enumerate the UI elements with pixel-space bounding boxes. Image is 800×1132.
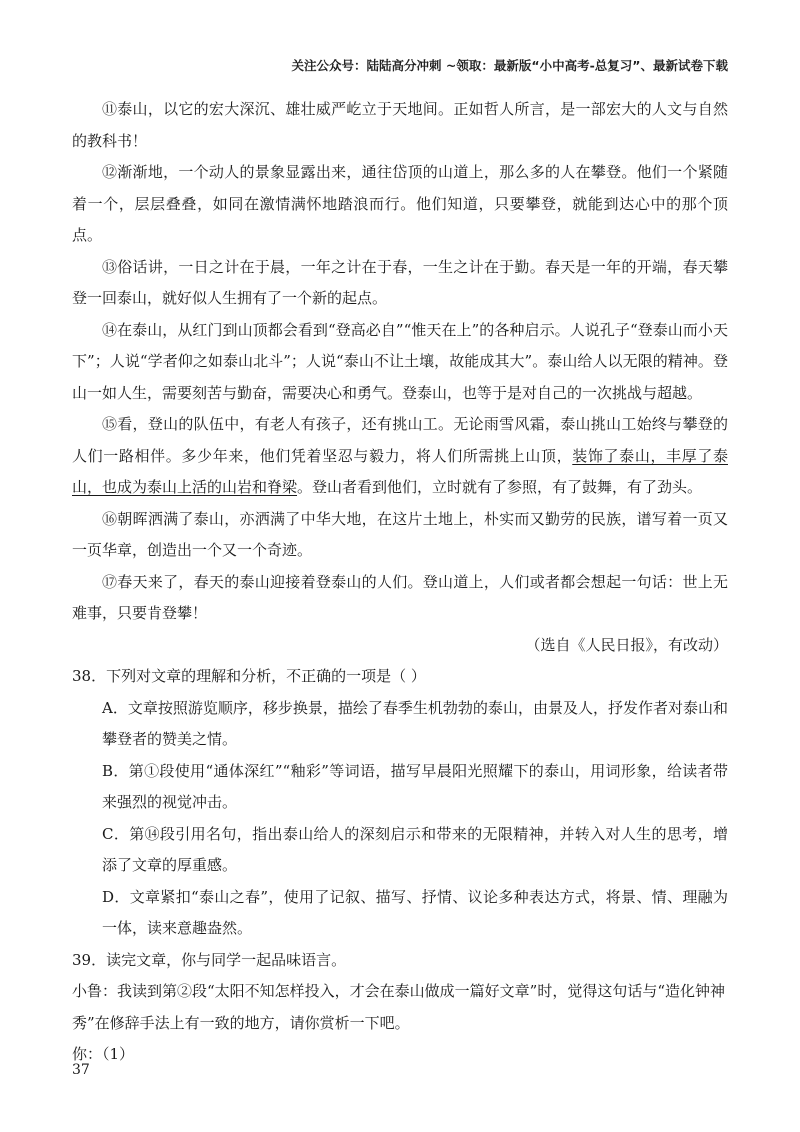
paragraph-15-part-a: ⑮看，登山的队伍中，有老人有孩子，还有挑山工。无论雨雪风霜，泰山挑山工始终与攀登的人们一路相伴。多少年来，他们凭着坚忍与毅力，将人们所需挑上山顶， <box>72 415 728 465</box>
question-38-stem: 38．下列对文章的理解和分析，不正确的一项是（ ） <box>72 667 426 685</box>
page-header: 关注公众号：陆陆高分冲刺 ~领取：最新版“小中高考-总复习”、最新试卷下载 <box>291 58 728 73</box>
question-39-stem: 39．读完文章，你与同学一起品味语言。 <box>72 950 347 969</box>
paragraph-12: ⑫渐渐地，一个动人的景象显露出来，通往岱顶的山道上，那么多的人在攀登。他们一个紧随着一个，层层叠叠，如同在激情满怀地踏浪而行。他们知道，只要攀登，就能到达心中的那个顶点。 <box>72 163 728 244</box>
underlined-sentence: 装饰了泰山，丰厚了泰山，也成为泰山上活的山岩和脊梁 <box>72 446 728 496</box>
question-39-answer-prompt: 你：（1） <box>72 1045 135 1063</box>
paragraph-16: ⑯朝晖洒满了泰山，亦洒满了中华大地，在这片土地上，朴实而又勤劳的民族，谱写着一页又一页华章，创造出一个又一个奇迹。 <box>72 509 728 559</box>
question-38-option-b: B．第①段使用“通体深红”“釉彩”等词语，描写早晨阳光照耀下的泰山，用词形象，给读者带来强烈的视觉冲击。 <box>102 761 728 811</box>
paragraph-13: ⑬俗话讲，一日之计在于晨，一年之计在于春，一生之计在于勤。春天是一年的开端，春天攀登一回泰山，就好似人生拥有了一个新的起点。 <box>72 257 728 307</box>
paragraph-14: ⑭在泰山，从红门到山顶都会看到“登高必自”“惟天在上”的各种启示。人说孔子“登泰山而小天下”；人说“学者仰之如泰山北斗”；人说“泰山不让土壤，故能成其大”。泰山给人以无限的精神。登山一如人生，需要刻苦与勤奋，需要决心和勇气。登泰山，也等于是对自己的一次挑战与超越。 <box>72 320 728 402</box>
source-citation: （选自《人民日报》，有改动） <box>525 635 728 654</box>
paragraph-15 <box>72 409 728 504</box>
question-38-option-c: C．第⑭段引用名句，指出泰山给人的深刻启示和带来的无限精神，并转入对人生的思考，增添了文章的厚重感。 <box>102 824 728 874</box>
page-number: 37 <box>72 1062 90 1078</box>
article-body <box>72 94 728 1071</box>
paragraph-11: ⑪泰山，以它的宏大深沉、雄壮威严屹立于天地间。正如哲人所言，是一部宏大的人文与自然的教科书！ <box>72 100 728 150</box>
question-39-xiaolu: 小鲁：我读到第②段“太阳不知怎样投入，才会在泰山做成一篇好文章”时，觉得这句话与“造化钟神秀”在修辞手法上有一致的地方，请你赏析一下吧。 <box>72 982 726 1032</box>
paragraph-15-part-b: 。登山者看到他们，立时就有了参照，有了鼓舞，有了劲头。 <box>297 478 703 496</box>
paragraph-17: ⑰春天来了，春天的泰山迎接着登泰山的人们。登山道上，人们或者都会想起一句话：世上无难事，只要肯登攀！ <box>72 572 728 622</box>
question-38-option-a: A．文章按照游览顺序，移步换景，描绘了春季生机勃勃的泰山，由景及人，抒发作者对泰山和攀登者的赞美之情。 <box>102 698 728 748</box>
question-38-option-d: D．文章紧扣“泰山之春”，使用了记叙、描写、抒情、议论多种表达方式，将景、情、理融为一体，读来意趣盎然。 <box>102 887 728 937</box>
